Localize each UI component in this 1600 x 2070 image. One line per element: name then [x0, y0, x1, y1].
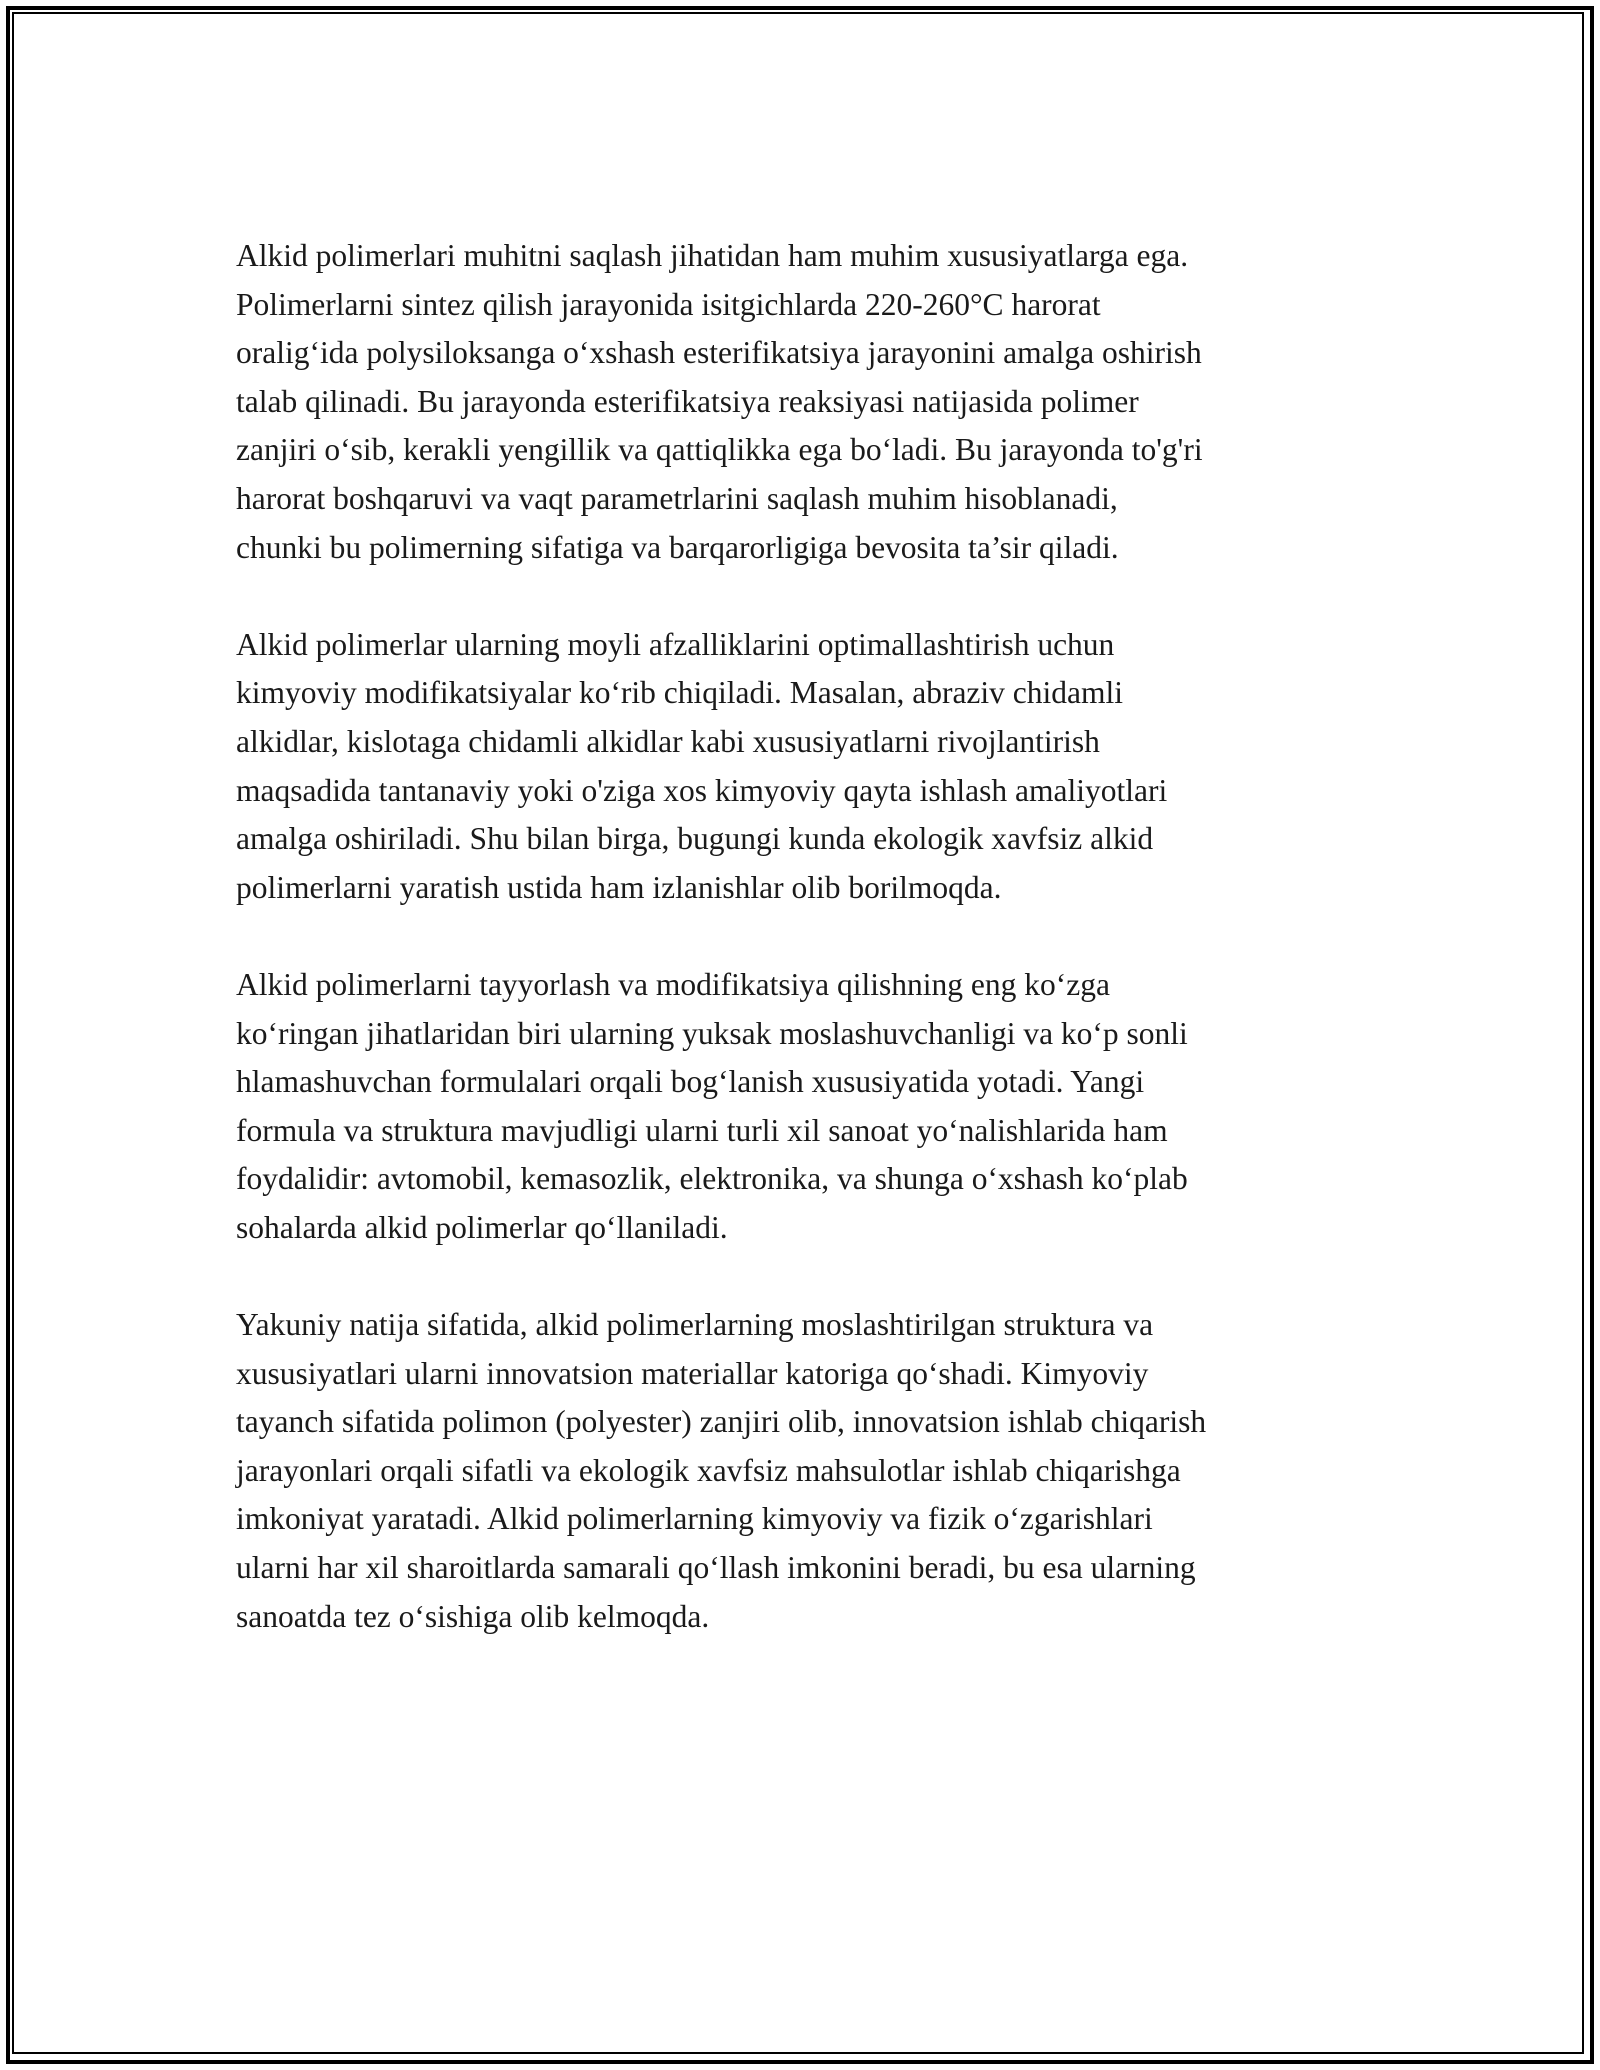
paragraph-line: ko‘ringan jihatlaridan biri ularning yuksak moslashuvchanligi va ko‘p sonli	[236, 1015, 1188, 1051]
paragraph-line: oralig‘ida polysiloksanga o‘xshash esterifikatsiya jarayonini amalga oshirish	[236, 335, 1202, 371]
paragraph-line: foydalidir: avtomobil, kemasozlik, elektronika, va shunga o‘xshash ko‘plab	[236, 1161, 1188, 1197]
paragraph-line: polimerlarni yaratish ustida ham izlanishlar olib borilmoqda.	[236, 869, 1002, 905]
paragraph-line: Alkid polimerlar ularning moyli afzalliklarini optimallashtirish uchun	[236, 626, 1115, 662]
paragraph-line: jarayonlari orqali sifatli va ekologik xavfsiz mahsulotlar ishlab chiqarishga	[236, 1452, 1181, 1488]
paragraph-line: Alkid polimerlari muhitni saqlash jihatidan ham muhim xususiyatlarga ega.	[236, 238, 1189, 273]
paragraph-line: sohalarda alkid polimerlar qo‘llaniladi.	[236, 1209, 728, 1245]
paragraph-line: Yakuniy natija sifatida, alkid polimerlarning moslashtirilgan struktura va	[236, 1307, 1154, 1343]
paragraph-line: chunki bu polimerning sifatiga va barqarorligiga bevosita ta’sir qiladi.	[236, 529, 1119, 565]
paragraph-1	[236, 232, 1376, 572]
paragraph-line: ularni har xil sharoitlarda samarali qo‘llash imkonini beradi, bu esa ularning	[236, 1550, 1196, 1586]
paragraph-line: imkoniyat yaratadi. Alkid polimerlarning kimyoviy va fizik o‘zgarishlari	[236, 1501, 1153, 1537]
paragraph-line: harorat boshqaruvi va vaqt parametrlarini saqlash muhim hisoblanadi,	[236, 480, 1118, 516]
paragraph-line: kimyoviy modifikatsiyalar ko‘rib chiqiladi. Masalan, abraziv chidamli	[236, 675, 1124, 711]
document-body	[236, 232, 1376, 1690]
paragraph-4	[236, 1301, 1376, 1641]
paragraph-line: talab qilinadi. Bu jarayonda esterifikatsiya reaksiyasi natijasida polimer	[236, 383, 1139, 419]
paragraph-line: Alkid polimerlarni tayyorlash va modifikatsiya qilishning eng ko‘zga	[236, 966, 1110, 1002]
paragraph-line: formula va struktura mavjudligi ularni turli xil sanoat yo‘nalishlarida ham	[236, 1112, 1168, 1148]
paragraph-line: xususiyatlari ularni innovatsion materiallar katoriga qo‘shadi. Kimyoviy	[236, 1355, 1149, 1391]
paragraph-line: zanjiri o‘sib, kerakli yengillik va qattiqlikka ega bo‘ladi. Bu jarayonda to'g'ri	[236, 432, 1203, 468]
paragraph-line: hlamashuvchan formulalari orqali bog‘lanish xususiyatida yotadi. Yangi	[236, 1064, 1145, 1100]
paragraph-line: sanoatda tez o‘sishiga olib kelmoqda.	[236, 1598, 710, 1634]
paragraph-line: alkidlar, kislotaga chidamli alkidlar kabi xususiyatlarni rivojlantirish	[236, 723, 1100, 759]
paragraph-3	[236, 961, 1376, 1253]
paragraph-line: maqsadida tantanaviy yoki o'ziga xos kimyoviy qayta ishlash amaliyotlari	[236, 772, 1168, 808]
paragraph-line: tayanch sifatida polimon (polyester) zanjiri olib, innovatsion ishlab chiqarish	[236, 1404, 1207, 1440]
paragraph-line: amalga oshiriladi. Shu bilan birga, bugungi kunda ekologik xavfsiz alkid	[236, 821, 1154, 857]
paragraph-2	[236, 621, 1376, 913]
paragraph-line: Polimerlarni sintez qilish jarayonida isitgichlarda 220-260°C harorat	[236, 286, 1101, 322]
